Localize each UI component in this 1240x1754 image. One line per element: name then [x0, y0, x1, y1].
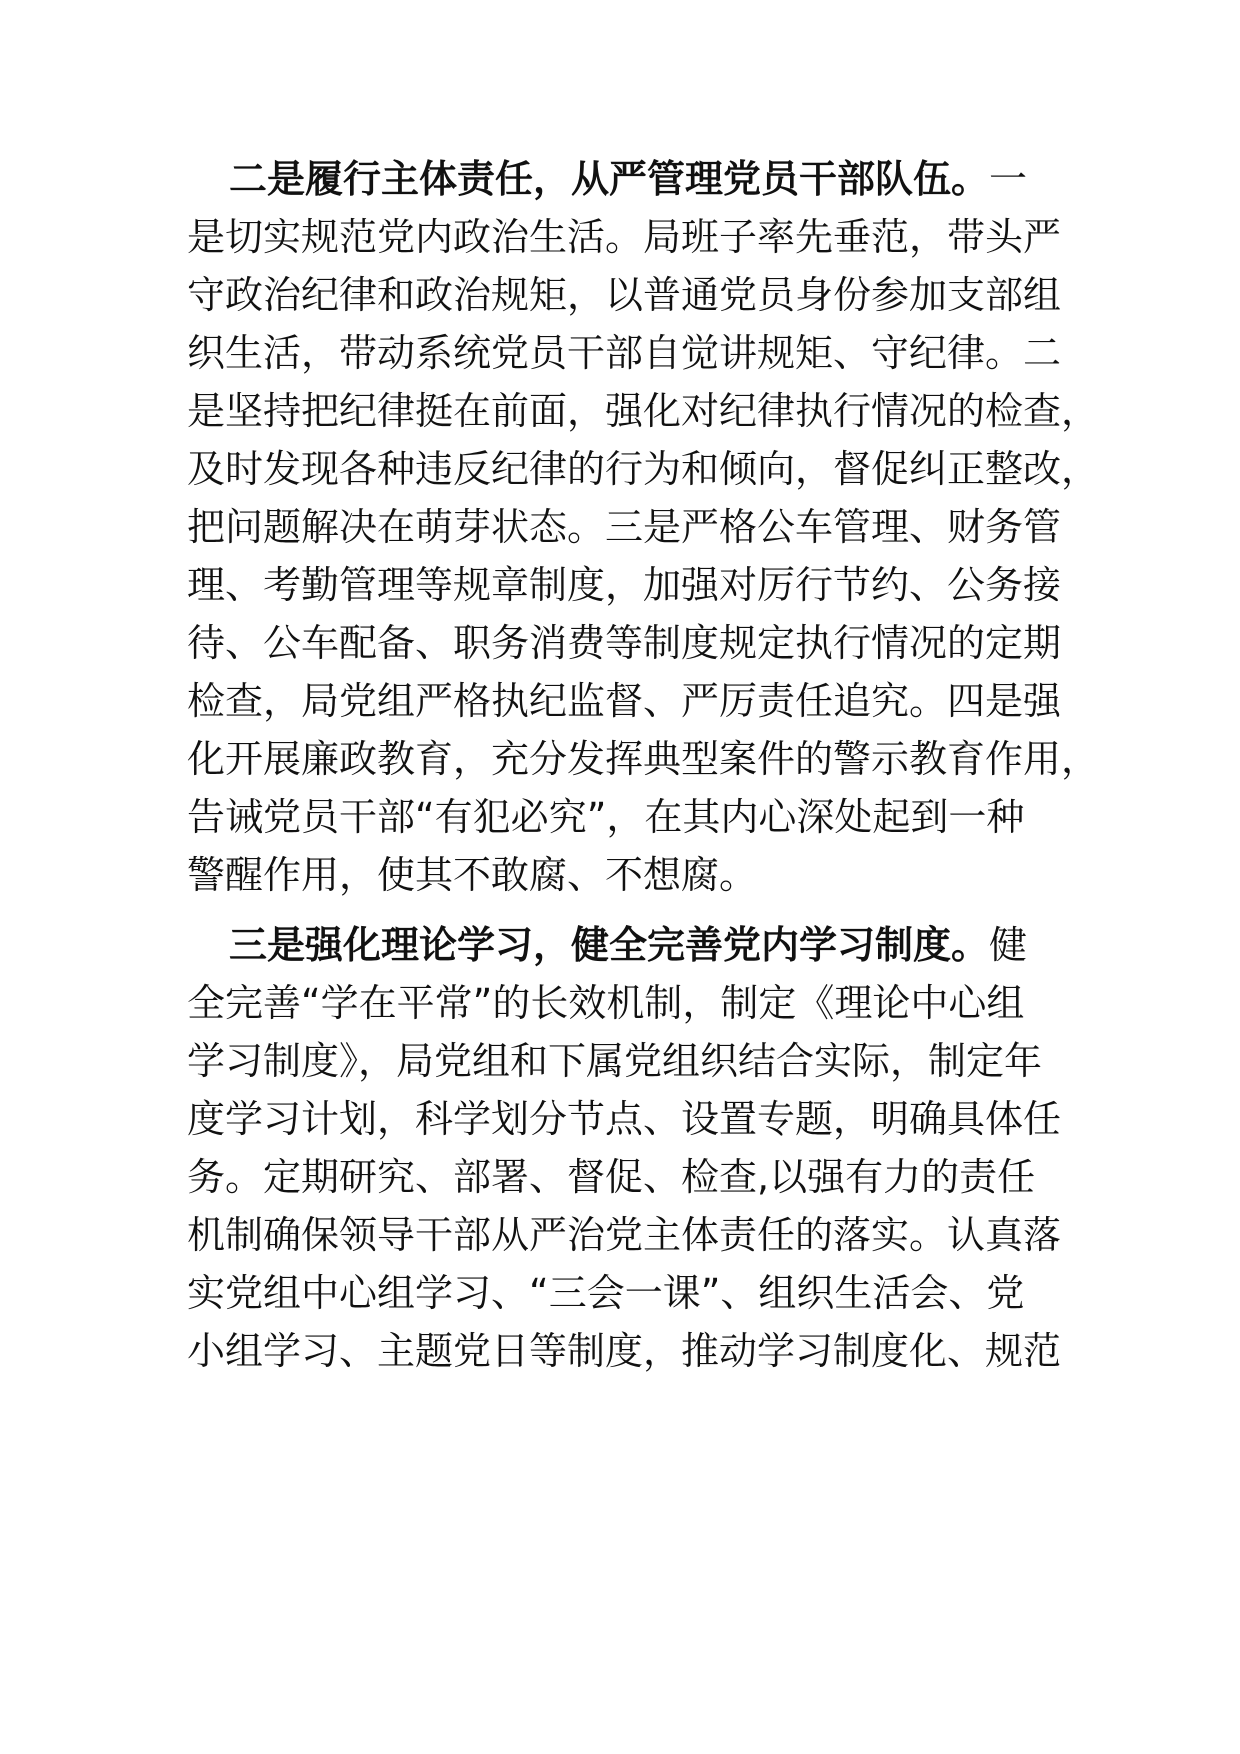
paragraph-2-line-1: 是切实规范党内政治生活。局班子率先垂范，带头严 [187, 215, 1062, 259]
paragraph-3-line-7: 小组学习、主题党日等制度，推动学习制度化、规范 [187, 1329, 1062, 1373]
paragraph-2-line-0: 一 [989, 157, 1028, 201]
paragraph-2-line-9: 检查，局党组严格执纪监督、严厉责任追究。四是强 [187, 679, 1062, 723]
paragraph-3-line-1: 全完善“学在平常”的长效机制，制定《理论中心组 [187, 981, 1025, 1025]
paragraph-2-line-12: 警醒作用，使其不敢腐、不想腐。 [187, 853, 758, 897]
paragraph-2-line-3: 织生活，带动系统党员干部自觉讲规矩、守纪律。二 [187, 331, 1062, 375]
paragraph-3-line-3: 度学习计划，科学划分节点、设置专题，明确具体任 [187, 1097, 1062, 1141]
paragraph-2-line-7: 理、考勤管理等规章制度，加强对厉行节约、公务接 [187, 563, 1062, 607]
paragraph-3-first-line [229, 921, 1027, 969]
paragraph-3-line-6: 实党组中心组学习、“三会一课”、组织生活会、党 [187, 1271, 1025, 1315]
paragraph-2-heading: 二是履行主体责任，从严管理党员干部队伍。 [229, 157, 990, 201]
paragraph-2-first-line [229, 155, 1027, 203]
paragraph-2-line-4: 是坚持把纪律挺在前面，强化对纪律执行情况的检查， [187, 389, 1100, 433]
paragraph-3-line-0: 健 [989, 923, 1028, 967]
paragraph-3-line-5: 机制确保领导干部从严治党主体责任的落实。认真落 [187, 1213, 1062, 1257]
paragraph-2-line-2: 守政治纪律和政治规矩，以普通党员身份参加支部组 [187, 273, 1062, 317]
paragraph-3-line-2: 学习制度》，局党组和下属党组织结合实际，制定年 [187, 1039, 1043, 1083]
paragraph-2-line-8: 待、公车配备、职务消费等制度规定执行情况的定期 [187, 621, 1062, 665]
paragraph-3-line-4: 务。定期研究、部署、督促、检查,以强有力的责任 [187, 1155, 1036, 1199]
paragraph-2-line-10: 化开展廉政教育，充分发挥典型案件的警示教育作用， [187, 737, 1100, 781]
paragraph-3-heading: 三是强化理论学习，健全完善党内学习制度。 [229, 923, 990, 967]
paragraph-2-line-6: 把问题解决在萌芽状态。三是严格公车管理、财务管 [187, 505, 1062, 549]
paragraph-2-line-5: 及时发现各种违反纪律的行为和倾向，督促纠正整改， [187, 447, 1100, 491]
paragraph-2-line-11: 告诫党员干部“有犯必究”，在其内心深处起到一种 [187, 795, 1025, 839]
